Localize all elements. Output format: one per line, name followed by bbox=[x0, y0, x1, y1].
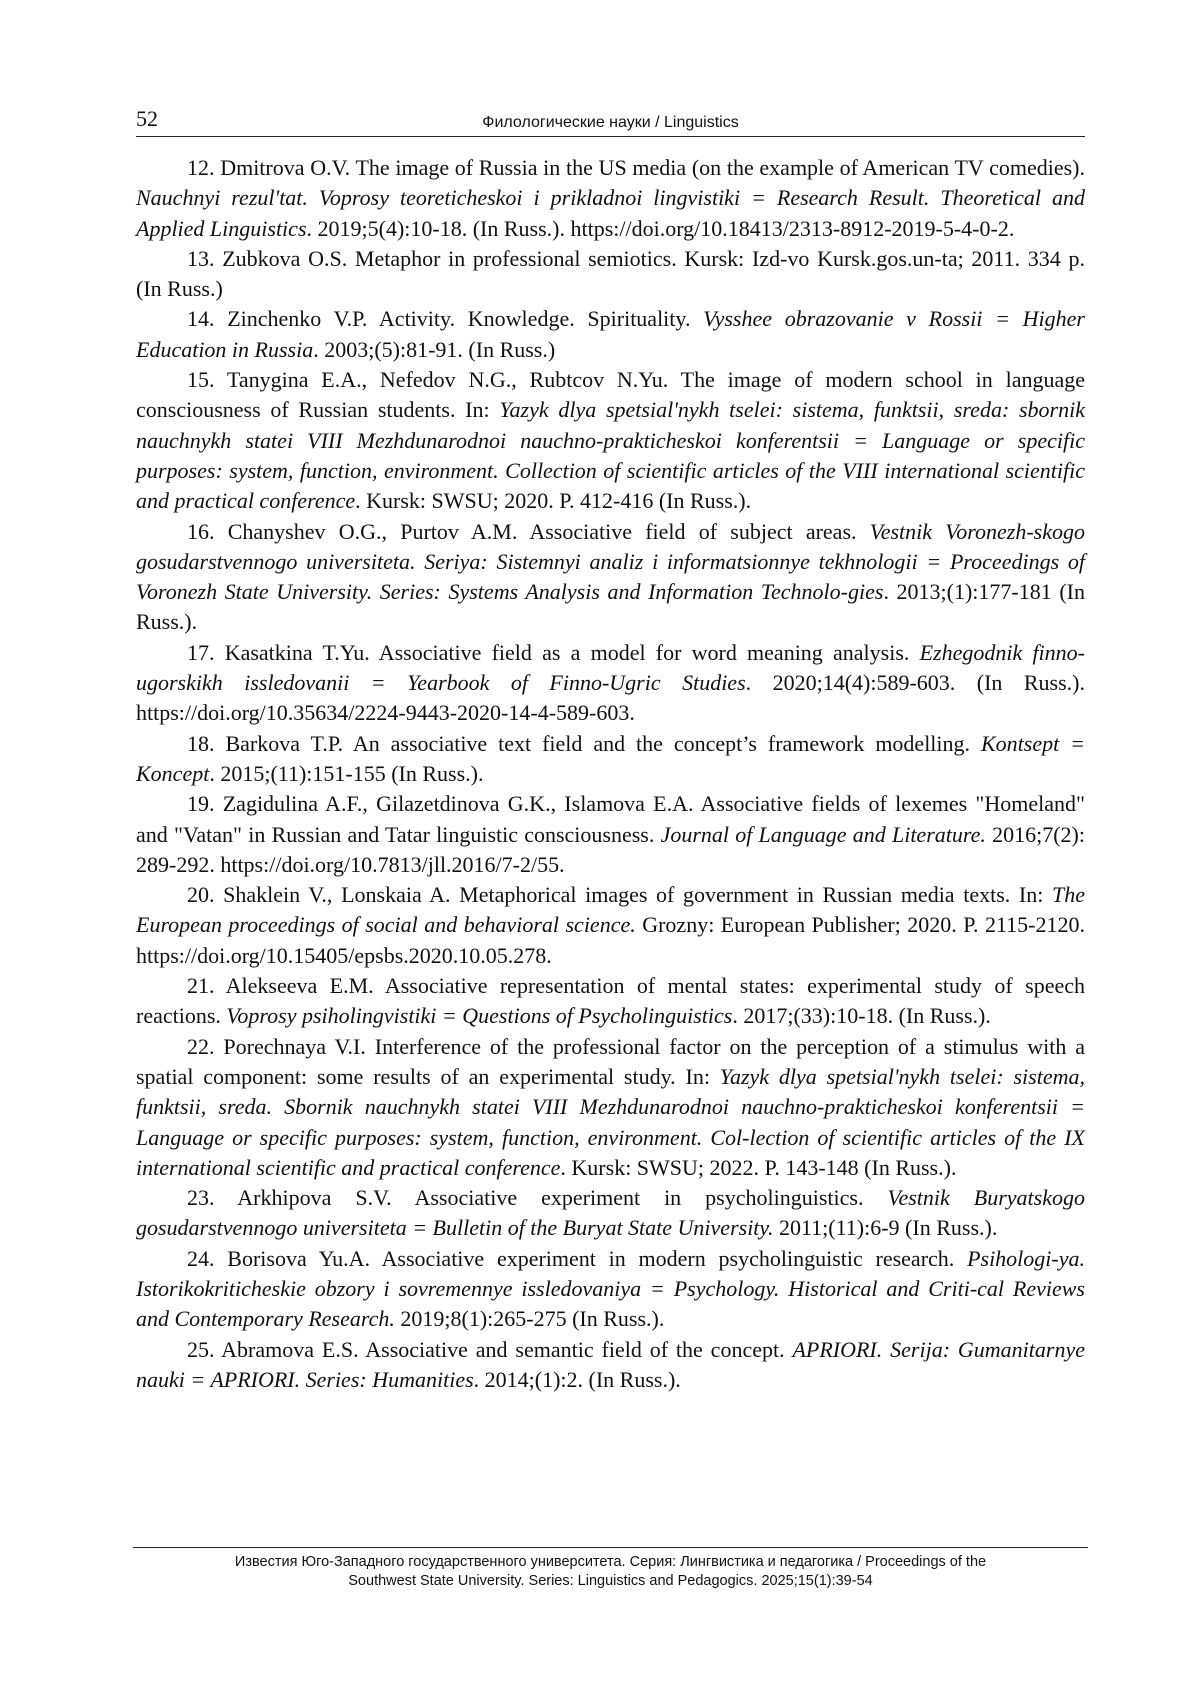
page-number: 52 bbox=[136, 106, 158, 131]
reference-item: 13. Zubkova O.S. Metaphor in professional semiotics. Kursk: Izd-vo Kursk.gos.un-ta; 2011. 334 p. (In Russ.) bbox=[136, 245, 1085, 302]
footer-line-1: Известия Юго-Западного государственного университета. Серия: Лингвистика и педагогика / Proceedings of the bbox=[234, 1554, 987, 1570]
reference-item: 23. Arkhipova S.V. Associative experiment in psycholinguistics. Vestnik Buryatskogo gosudarstvennogo universiteta = Bulletin of the Buryat State University. 2011;(11):6-9 (In Russ.). bbox=[136, 1185, 1085, 1241]
footer-line-2: Southwest State University. Series: Linguistics and Pedagogics. 2025;15(1):39-54 bbox=[348, 1573, 873, 1589]
reference-list bbox=[136, 153, 1085, 1395]
reference-item: 19. Zagidulina A.F., Gilazetdinova G.K., Islamova E.A. Associative fields of lexemes "Homeland" and "Vatan" in Russian and Tatar linguistic consciousness. Journal of Language and Literature. 2016;7(2): 289-292. https://doi.org/10.7813/jll.2016/7-2/55. bbox=[136, 791, 1085, 877]
running-head: Филологические науки / Linguistics bbox=[482, 114, 739, 131]
reference-item: 24. Borisova Yu.A. Associative experiment in modern psycholinguistic research. Psihologi-ya. Istorikokriticheskie obzory i sovremennye issledovaniya = Psychology. Historical and Criti-cal Reviews and Contemporary Research. 2019;8(1):265-275 (In Russ.). bbox=[136, 1245, 1085, 1332]
reference-item: 18. Barkova T.P. An associative text field and the concept’s framework modelling. Kontsept = Koncept. 2015;(11):151-155 (In Russ.). bbox=[136, 730, 1085, 786]
header-rule bbox=[136, 136, 1085, 137]
reference-item: 20. Shaklein V., Lonskaia A. Metaphorical images of government in Russian media texts. In: The European proceedings of social and behavioral science. Grozny: European Publisher; 2020. P. 2115-2120. https://doi.org/10.15405/epsbs.2020.10.05.278. bbox=[136, 882, 1086, 968]
reference-item: 15. Tanygina E.A., Nefedov N.G., Rubtcov N.Yu. The image of modern school in language consciousness of Russian students. In: Yazyk dlya spetsial'nykh tselei: sistema, funktsii, sreda: sbornik nauchnykh statei VIII Mezhdunarodnoi nauchno-prakticheskoi konferentsii = Language or specific purposes: system, function, environment. Collection of scientific articles of the VIII international scientific and practical conference. Kursk: SWSU; 2020. P. 412-416 (In Russ.). bbox=[136, 367, 1085, 514]
reference-item: 21. Alekseeva E.M. Associative representation of mental states: experimental study of speech reactions. Voprosy psiholingvistiki = Questions of Psycholinguistics. 2017;(33):10-18. (In Russ.). bbox=[136, 973, 1085, 1029]
reference-item: 17. Kasatkina T.Yu. Associative field as a model for word meaning analysis. Ezhegodnik finno-ugorskikh issledovanii = Yearbook of Finno-Ugric Studies. 2020;14(4):589-603. (In Russ.). https://doi.org/10.35634/2224-9443-2020-14-4-589-603. bbox=[136, 639, 1085, 726]
reference-item: 14. Zinchenko V.P. Activity. Knowledge. Spirituality. Vysshee obrazovanie v Rossii = Higher Education in Russia. 2003;(5):81-91. (In Russ.) bbox=[136, 306, 1085, 362]
reference-item: 22. Porechnaya V.I. Interference of the professional factor on the perception of a stimulus with a spatial component: some results of an experimental study. In: Yazyk dlya spetsial'nykh tselei: sistema, funktsii, sreda. Sbornik nauchnykh statei VIII Mezhdunarodnoi nauchno-prakticheskoi konferentsii = Language or specific purposes: system, function, environment. Col-lection of scientific articles of the IX international scientific and practical conference. Kursk: SWSU; 2022. P. 143-148 (In Russ.). bbox=[136, 1033, 1085, 1180]
reference-item: 12. Dmitrova O.V. The image of Russia in the US media (on the example of American TV comedies). Nauchnyi rezul'tat. Voprosy teoreticheskoi i prikladnoi lingvistiki = Research Result. Theoretical and Applied Linguistics. 2019;5(4):10-18. (In Russ.). https://doi.org/10.18413/2313-8912-2019-5-4-0-2. bbox=[136, 155, 1085, 241]
footer-rule bbox=[133, 1547, 1088, 1548]
journal-footer bbox=[133, 1553, 1088, 1591]
reference-item: 16. Chanyshev O.G., Purtov A.M. Associative field of subject areas. Vestnik Voronezh-skogo gosudarstvennogo universiteta. Seriya: Sistemnyi analiz i informatsionnye tekhnologii = Proceedings of Voronezh State University. Series: Systems Analysis and Information Technolo-gies. 2013;(1):177-181 (In Russ.). bbox=[136, 518, 1085, 635]
reference-item: 25. Abramova E.S. Associative and semantic field of the concept. APRIORI. Serija: Gumanitarnye nauki = APRIORI. Series: Humanities. 2014;(1):2. (In Russ.). bbox=[136, 1336, 1085, 1392]
